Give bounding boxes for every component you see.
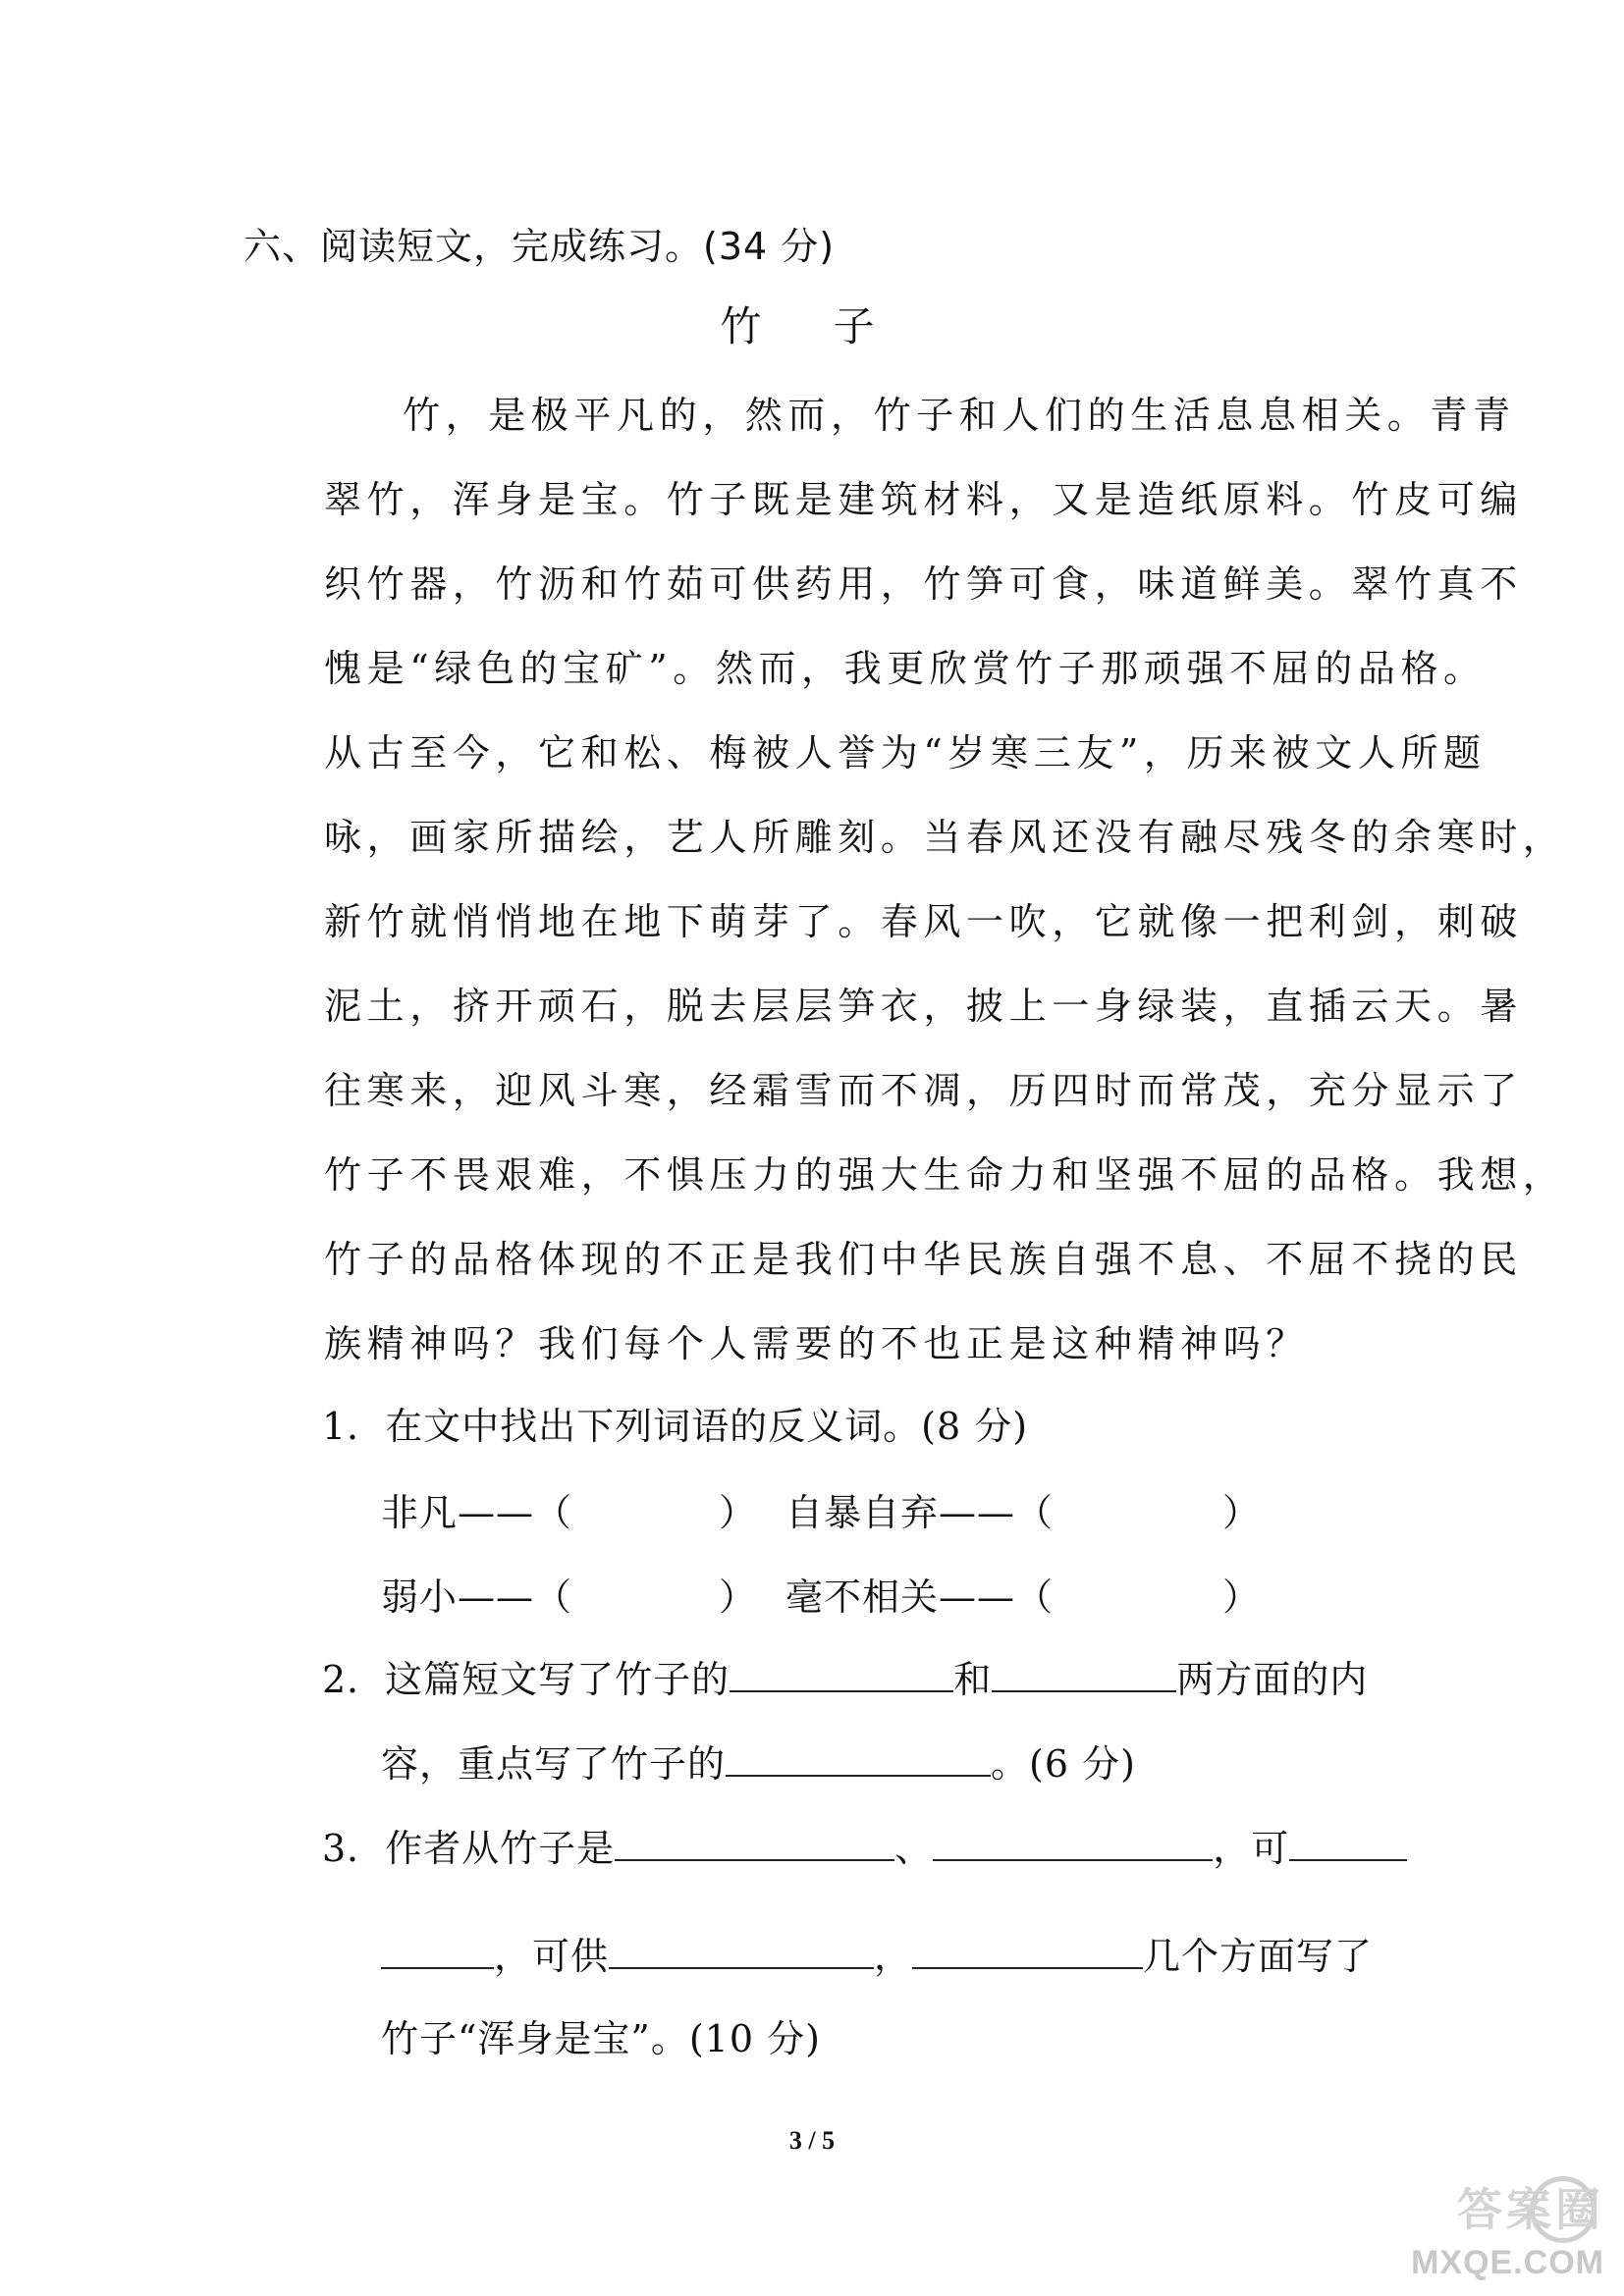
section-title: 六、阅读短文，完成练习。(34 分) xyxy=(244,225,836,268)
passage-line: 竹子的品格体现的不正是我们中华民族自强不息、不屈不挠的民 xyxy=(324,1238,1523,1281)
passage-line: 竹，是极平凡的，然而，竹子和人们的生活息息相关。青青 xyxy=(403,394,1516,437)
watermark-url: MXQE.COM xyxy=(1411,2244,1604,2281)
question-3-line-2 xyxy=(381,1926,1373,1980)
close-paren: ） xyxy=(1222,1491,1262,1534)
question-3 xyxy=(322,1818,1407,1872)
watermark-text: 答案圈 xyxy=(1457,2184,1604,2235)
question-2 xyxy=(322,1649,1368,1703)
antonym-word: 弱小—— xyxy=(381,1575,535,1619)
open-paren: （ xyxy=(1015,1575,1055,1619)
q3-text: ，可供 xyxy=(494,1935,610,1978)
q2-text: 两方面的内 xyxy=(1176,1658,1369,1701)
passage-line: 咏，画家所描绘，艺人所雕刻。当春风还没有融尽残冬的余寒时， xyxy=(324,816,1566,859)
antonym-word: 毫不相关—— xyxy=(785,1575,1016,1619)
passage-line: 新竹就悄悄地在地下萌芽了。春风一吹，它就像一把利剑，刺破 xyxy=(324,900,1523,943)
antonym-item xyxy=(381,1567,572,1621)
q2-text: 和 xyxy=(953,1658,993,1701)
passage-line: 愧是“绿色的宝矿”。然而，我更欣赏竹子那顽强不屈的品格。 xyxy=(324,647,1487,690)
answer-blank[interactable] xyxy=(730,1661,953,1692)
answer-blank[interactable] xyxy=(615,1830,894,1861)
open-paren: （ xyxy=(1015,1491,1055,1534)
passage-line: 族精神吗？我们每个人需要的不也正是这种精神吗？ xyxy=(324,1322,1309,1365)
q2-text: 2．这篇短文写了竹子的 xyxy=(322,1658,731,1701)
answer-blank[interactable] xyxy=(381,1938,494,1969)
close-paren: ） xyxy=(719,1491,758,1534)
q3-text: 3．作者从竹子是 xyxy=(322,1827,616,1870)
answer-blank[interactable] xyxy=(1289,1830,1407,1861)
answer-blank[interactable] xyxy=(609,1938,874,1969)
antonym-item xyxy=(785,1567,1054,1621)
antonym-item xyxy=(785,1482,1054,1536)
answer-blank[interactable] xyxy=(912,1938,1143,1969)
open-paren: （ xyxy=(534,1575,573,1619)
passage-line: 往寒来，迎风斗寒，经霜雪而不凋，历四时而常茂，充分显示了 xyxy=(324,1069,1523,1112)
q3-text: 几个方面写了 xyxy=(1143,1935,1374,1978)
q3-text: ， xyxy=(874,1935,913,1978)
passage-line: 从古至今，它和松、梅被人誉为“岁寒三友”，历来被文人所题 xyxy=(324,731,1487,774)
close-paren: ） xyxy=(719,1575,758,1619)
answer-blank[interactable] xyxy=(992,1661,1176,1692)
passage-line: 织竹器，竹沥和竹茹可供药用，竹笋可食，味道鲜美。翠竹真不 xyxy=(324,562,1523,606)
answer-blank[interactable] xyxy=(726,1745,991,1777)
question-1: 1．在文中找出下列词语的反义词。(8 分) xyxy=(322,1405,1029,1448)
answer-blank[interactable] xyxy=(933,1830,1213,1861)
passage-line: 泥土，挤开顽石，脱去层层笋衣，披上一身绿装，直插云天。暑 xyxy=(324,985,1523,1028)
question-2-line-2 xyxy=(381,1734,1136,1788)
watermark-logo xyxy=(1349,2174,1604,2282)
page-number: 3 / 5 xyxy=(788,2126,836,2155)
close-paren: ） xyxy=(1222,1575,1262,1619)
question-3-line-3: 竹子“浑身是宝”。(10 分) xyxy=(381,2017,821,2060)
q2-text: 容，重点写了竹子的 xyxy=(381,1742,727,1786)
passage-line: 翠竹，浑身是宝。竹子既是建筑材料，又是造纸原料。竹皮可编 xyxy=(324,478,1523,521)
antonym-item xyxy=(381,1482,572,1536)
antonym-word: 非凡—— xyxy=(381,1491,535,1534)
antonym-word: 自暴自弃—— xyxy=(785,1491,1016,1534)
passage-line: 竹子不畏艰难，不惧压力的强大生命力和坚强不屈的品格。我想， xyxy=(324,1153,1566,1197)
article-title: 竹 子 xyxy=(720,302,904,350)
q3-text: ，可 xyxy=(1213,1827,1290,1870)
open-paren: （ xyxy=(534,1491,573,1534)
q3-text: 、 xyxy=(894,1827,934,1870)
q2-text: 。(6 分) xyxy=(991,1742,1136,1786)
